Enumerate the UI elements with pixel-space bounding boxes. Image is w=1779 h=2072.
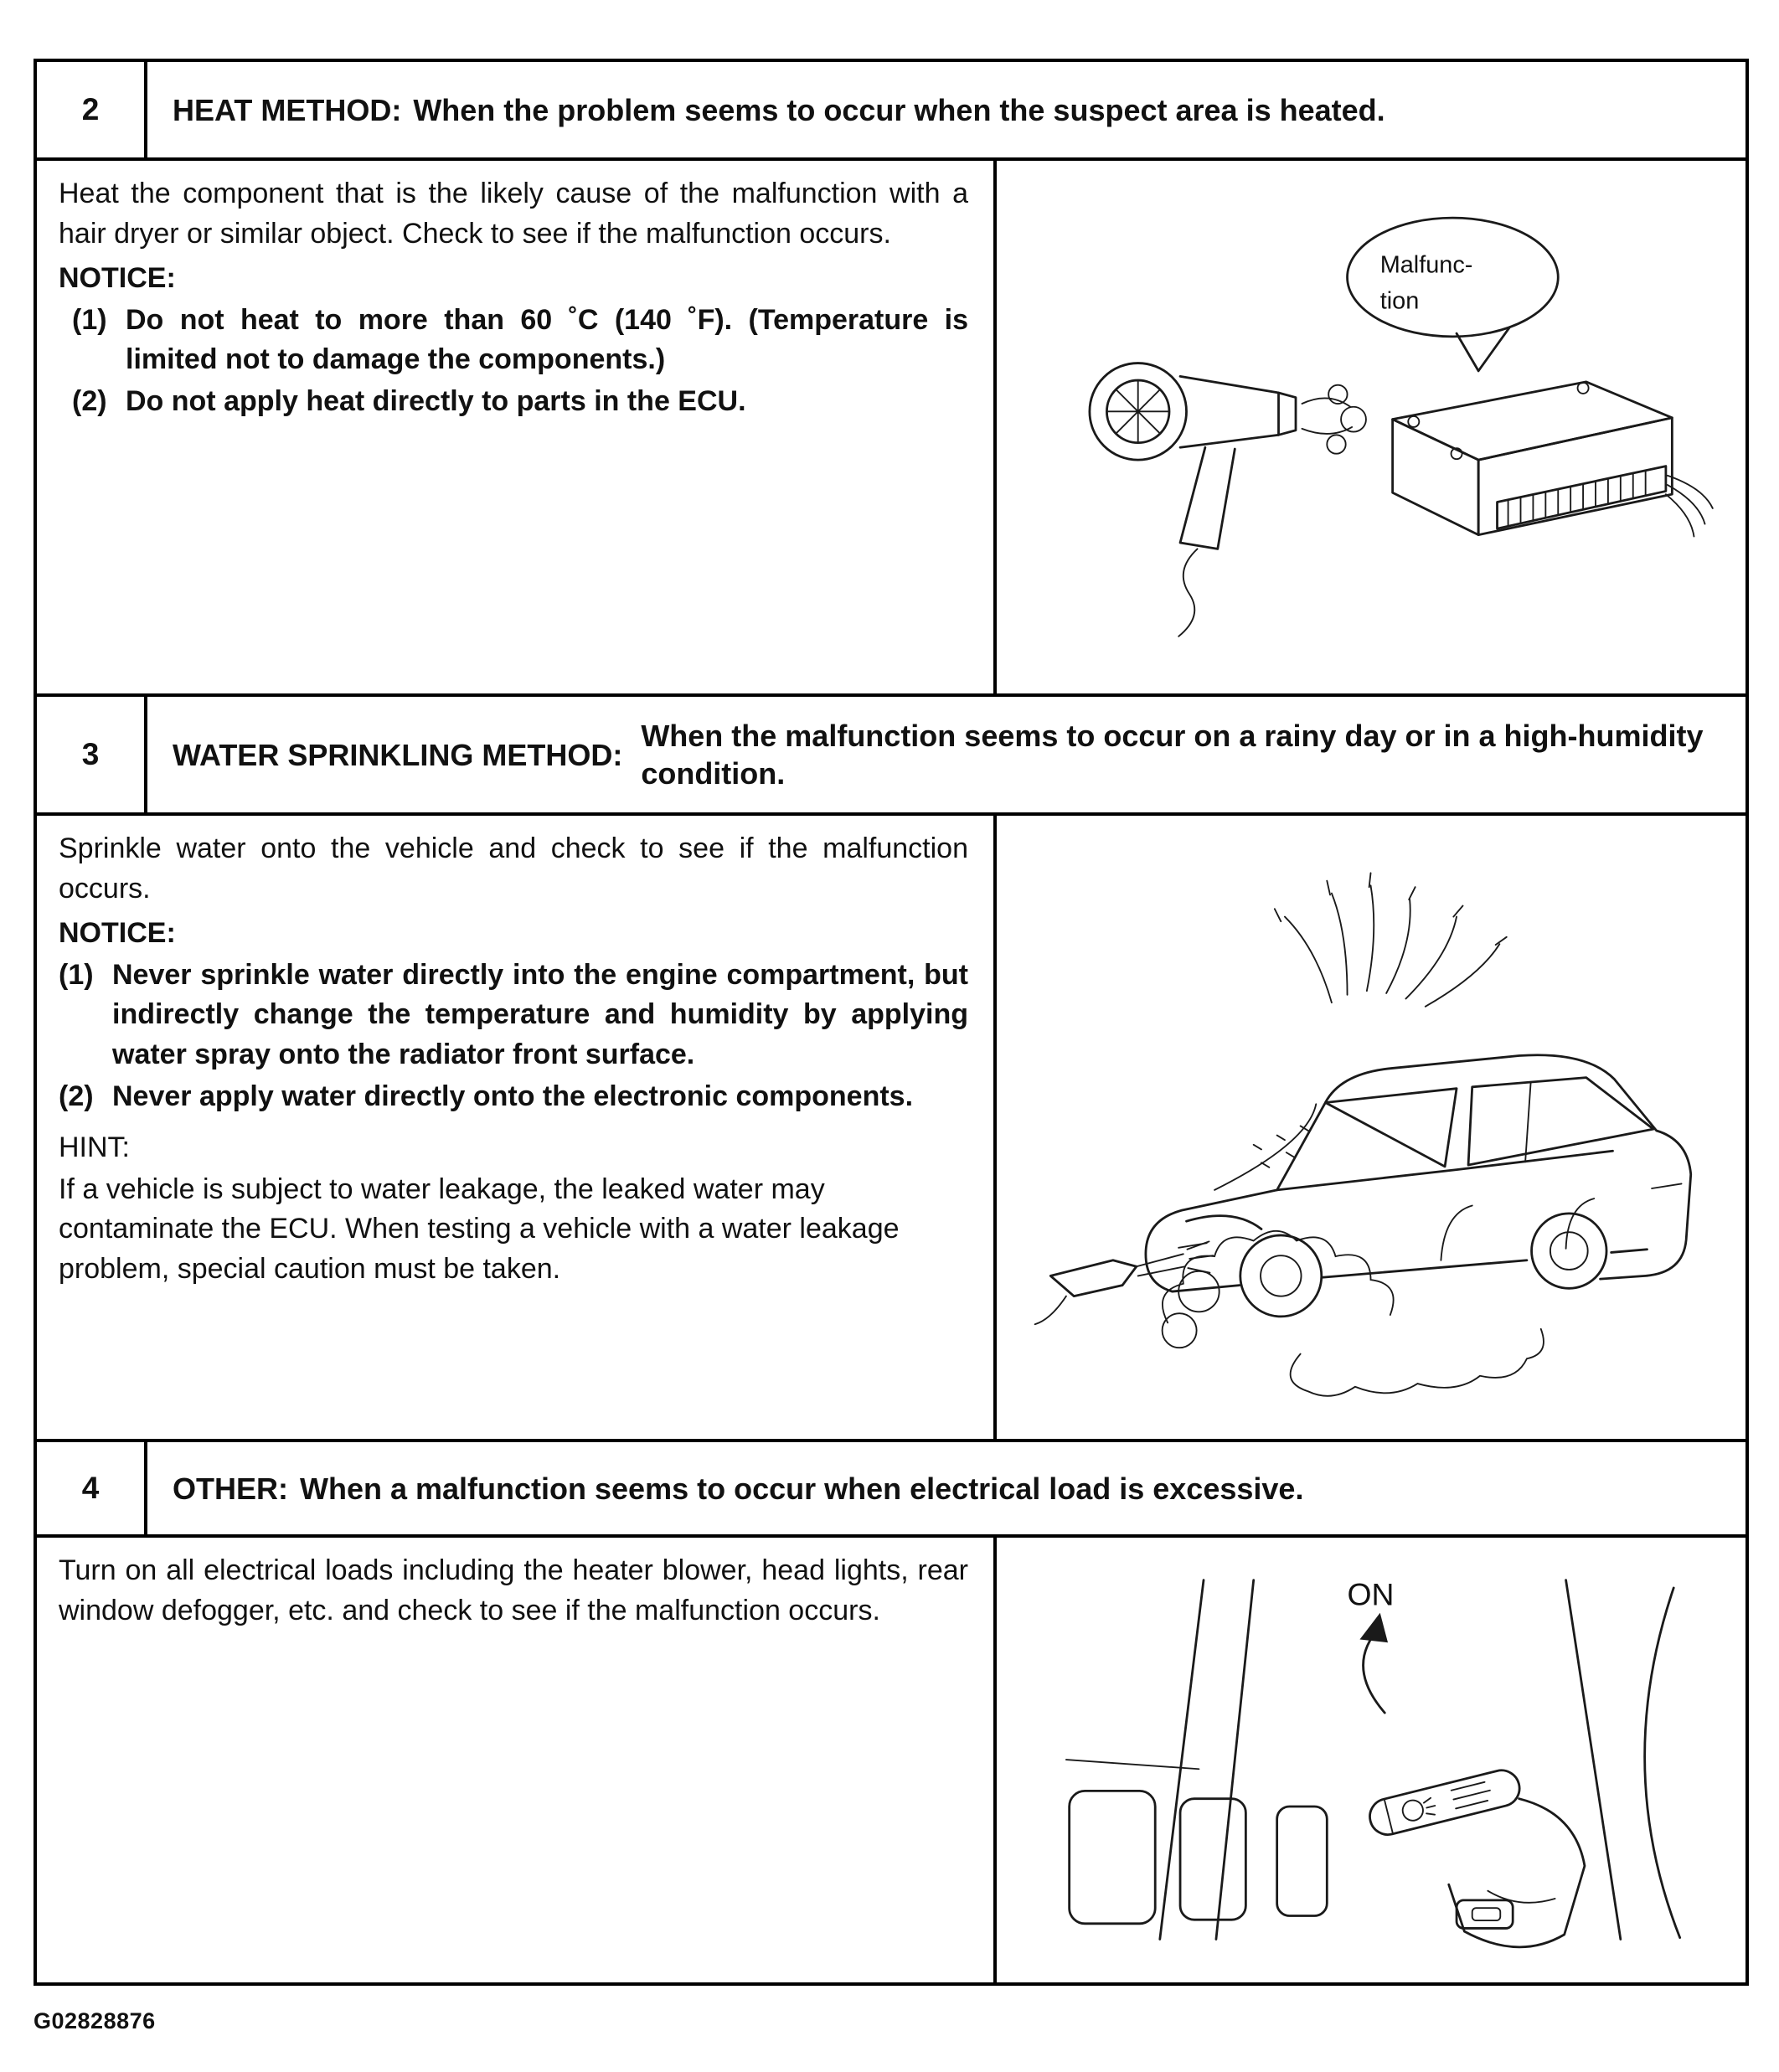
water-method-content-row [37, 812, 1745, 1439]
water-notice-1-text: Never sprinkle water directly into the engine compartment, but indirectly change the temperature and humidity by applying water spray onto the radiator front surface. [112, 958, 968, 1070]
heat-notice-label: NOTICE: [59, 262, 176, 295]
heat-method-header-row [37, 62, 1745, 157]
heat-method-illustration-cell [997, 161, 1745, 693]
heat-method-number-text: 2 [81, 92, 100, 126]
water-notice-2-num: (2) [59, 1080, 94, 1112]
turn-arrow-icon [1360, 1613, 1389, 1713]
heat-method-text [37, 161, 997, 693]
hose-hand-icon [1035, 1241, 1214, 1324]
other-method-intro: Turn on all electrical loads including the heater blower, head lights, rear window defogger, etc. and check to see if the malfunction occurs. [59, 1554, 968, 1626]
water-notice-item-2 [59, 1077, 968, 1117]
water-method-number [37, 697, 147, 812]
water-spray-icon [1275, 873, 1507, 1006]
figure-code: G02828876 [34, 2008, 156, 2033]
other-method-text [37, 1538, 997, 1982]
water-notice-item-1 [59, 956, 968, 1075]
other-method-illustration-cell [997, 1538, 1745, 1982]
headlight-switch-illustration [1019, 1564, 1722, 1955]
callout-line-2: tion [1380, 287, 1420, 315]
heat-notice-2-text: Do not apply heat directly to parts in the ECU. [126, 384, 746, 417]
water-method-header-row [37, 693, 1745, 812]
water-method-text [37, 816, 997, 1439]
heat-method-title: HEAT METHOD: [173, 92, 402, 127]
on-label: ON [1348, 1576, 1395, 1612]
car-water-spray-illustration [1019, 854, 1722, 1401]
water-notice-1-num: (1) [59, 958, 94, 991]
heat-notice-1-num: (1) [72, 303, 107, 336]
other-method-number [37, 1442, 147, 1534]
hair-dryer-icon [1090, 363, 1296, 637]
heat-notice-2-num: (2) [72, 384, 107, 417]
water-method-subtitle: When the malfunction seems to occur on a rainy day or in a high-humidity condition. [641, 719, 1704, 791]
heat-method-subtitle: When the problem seems to occur when the suspect area is heated. [413, 92, 1385, 127]
callout-line-1: Malfunc- [1380, 251, 1473, 279]
heat-method-intro: Heat the component that is the likely cause of the malfunction with a hair dryer or similar object. Check to see if the malfunction occurs. [59, 178, 968, 250]
dash-vents [1070, 1791, 1328, 1924]
water-method-title-cell [147, 697, 1745, 812]
heat-method-content-row [37, 157, 1745, 693]
other-method-title-cell [147, 1442, 1745, 1534]
water-method-intro: Sprinkle water onto the vehicle and check to see if the malfunction occurs. [59, 832, 968, 905]
heat-notice-item-2 [59, 382, 968, 422]
diagnosis-methods-table [34, 59, 1749, 1986]
water-notice-label: NOTICE: [59, 917, 176, 950]
air-flow-icon [1302, 385, 1366, 454]
column-stalk-icon [1366, 1767, 1585, 1948]
water-method-number-text: 3 [81, 737, 100, 771]
ecu-unit-icon [1393, 382, 1713, 537]
other-method-subtitle: When a malfunction seems to occur when electrical load is excessive. [300, 1471, 1304, 1506]
other-method-header-row [37, 1439, 1745, 1534]
car-icon [1146, 1054, 1691, 1316]
water-method-illustration-cell [997, 816, 1745, 1439]
water-hint-label: HINT: [59, 1131, 130, 1164]
heat-notice-1-text: Do not heat to more than 60 ˚C (140 ˚F). (Temperature is limited not to damage the components.) [126, 303, 968, 376]
heat-method-title-cell [147, 62, 1745, 157]
water-notice-2-text: Never apply water directly onto the electronic components. [112, 1080, 914, 1112]
water-hint-text: If a vehicle is subject to water leakage, the leaked water may contaminate the ECU. When testing a vehicle with a water leakage problem, special caution must be taken. [59, 1173, 900, 1285]
heat-notice-item-1 [59, 301, 968, 380]
steam-cloud-icon [1163, 1231, 1544, 1396]
hair-dryer-ecu-illustration [1019, 185, 1722, 669]
malfunction-callout [1348, 218, 1559, 371]
heat-method-number [37, 62, 147, 157]
other-method-title: OTHER: [173, 1471, 288, 1506]
other-method-number-text: 4 [81, 1471, 100, 1505]
water-method-title: WATER SPRINKLING METHOD: [173, 737, 623, 772]
other-method-content-row [37, 1534, 1745, 1982]
